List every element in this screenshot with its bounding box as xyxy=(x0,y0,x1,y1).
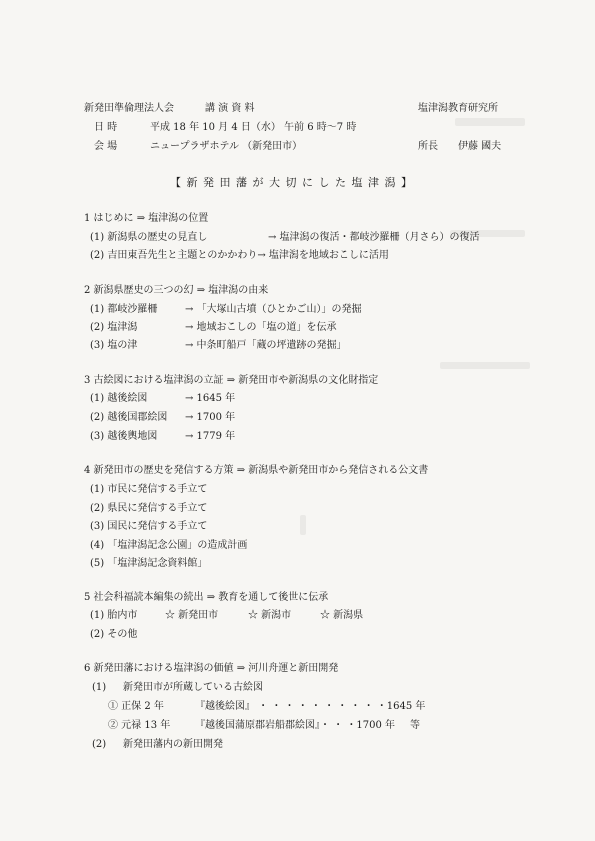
list-item: (1) 胎内市 xyxy=(90,610,138,621)
institute-name: 塩津潟教育研究所 xyxy=(418,103,498,114)
list-subitem: ② 元禄 13 年 xyxy=(108,720,171,731)
list-item-detail: ☆ 新潟県 xyxy=(320,610,364,621)
list-item: (3) 国民に発信する手立て xyxy=(90,521,208,532)
section-4-heading: 4 新発田市の歴史を発信する方策 ⇒ 新潟県や新発田市から発信される公文書 xyxy=(84,465,429,476)
list-item-detail: → 1779 年 xyxy=(185,431,236,442)
list-item-detail: → 1700 年 xyxy=(185,412,236,423)
bleed-through-mark xyxy=(440,362,530,369)
list-item: (3) 越後輿地図 xyxy=(90,431,158,442)
list-item: (1) 市民に発信する手立て xyxy=(90,484,208,495)
section-2-heading: 2 新潟県歴史の三つの幻 ⇒ 塩津潟の由来 xyxy=(84,285,269,296)
date-label: 日 時 xyxy=(94,122,118,133)
list-subitem-detail: 『越後絵図』 ・ ・ ・ ・ ・ ・ ・ ・ ・ ・1645 年 xyxy=(195,701,426,712)
list-item: (2) 塩津潟 xyxy=(90,322,138,333)
organizer-name: 新発田準倫理法人会 xyxy=(84,103,174,114)
section-1-heading: 1 はじめに ⇒ 塩津潟の位置 xyxy=(84,213,209,224)
list-item-detail: → 中条町船戸「蔵の坪遺跡の発掘」 xyxy=(185,340,347,351)
list-subitem: ① 正保 2 年 xyxy=(108,701,164,712)
bleed-through-mark xyxy=(455,118,525,126)
venue-value: ニュープラザホテル （新発田市） xyxy=(150,141,303,152)
list-item: (3) 塩の津 xyxy=(90,340,138,351)
list-item-detail: ☆ 新潟市 xyxy=(248,610,292,621)
section-6-heading: 6 新発田藩における塩津潟の価値 ⇒ 河川舟運と新田開発 xyxy=(84,663,339,674)
list-item: (2) 県民に発信する手立て xyxy=(90,503,208,514)
list-item-detail: ☆ 新発田市 xyxy=(165,610,219,621)
speaker-name: 伊藤 國夫 xyxy=(458,141,502,152)
list-subitem-note: 等 xyxy=(410,720,420,731)
list-item-number: (2) xyxy=(92,739,107,750)
list-item: (1) 都岐沙羅柵 xyxy=(90,304,158,315)
list-item: 新発田藩内の新田開発 xyxy=(123,739,223,750)
list-item: (5) 「塩津潟記念資料館」 xyxy=(90,558,208,569)
section-5-heading: 5 社会科福読本編集の続出 ⇒ 教育を通して後世に伝承 xyxy=(84,592,329,603)
list-item-detail: → 地域おこしの「塩の道」を伝承 xyxy=(185,322,337,333)
list-item-detail: → 「大塚山古墳（ひとかご山）」の発掘 xyxy=(185,304,362,315)
list-item-detail: → 塩津潟の復活・都岐沙羅柵（月さら）の復活 xyxy=(268,232,480,243)
speaker-role: 所長 xyxy=(418,141,438,152)
list-item: (4) 「塩津潟記念公園」の造成計画 xyxy=(90,540,248,551)
list-item: (2) 吉田東吾先生と主題とのかかわり→ 塩津潟を地域おこしに活用 xyxy=(90,250,389,261)
list-item: (2) その他 xyxy=(90,629,138,640)
section-3-heading: 3 古絵図における塩津潟の立証 ⇒ 新発田市や新潟県の文化財指定 xyxy=(84,375,379,386)
date-value: 平成 18 年 10 月 4 日（水） 午前 6 時～7 時 xyxy=(150,122,357,133)
document-type: 講 演 資 料 xyxy=(205,103,255,114)
document-title: 【 新 発 田 藩 が 大 切 に し た 塩 津 潟 】 xyxy=(170,176,413,189)
venue-label: 会 場 xyxy=(94,141,118,152)
list-item: (1) 越後絵図 xyxy=(90,393,148,404)
list-item-detail: → 1645 年 xyxy=(185,393,236,404)
list-subitem-detail: 『越後国蒲原郡岩船郡絵図』・ ・ ・1700 年 xyxy=(195,720,395,731)
list-item: (2) 越後国郡絵図 xyxy=(90,412,168,423)
list-item-number: (1) xyxy=(92,682,107,693)
list-item: 新発田市が所蔵している古絵図 xyxy=(123,682,263,693)
bleed-through-mark xyxy=(300,515,306,535)
list-item: (1) 新潟県の歴史の見直し xyxy=(90,232,208,243)
